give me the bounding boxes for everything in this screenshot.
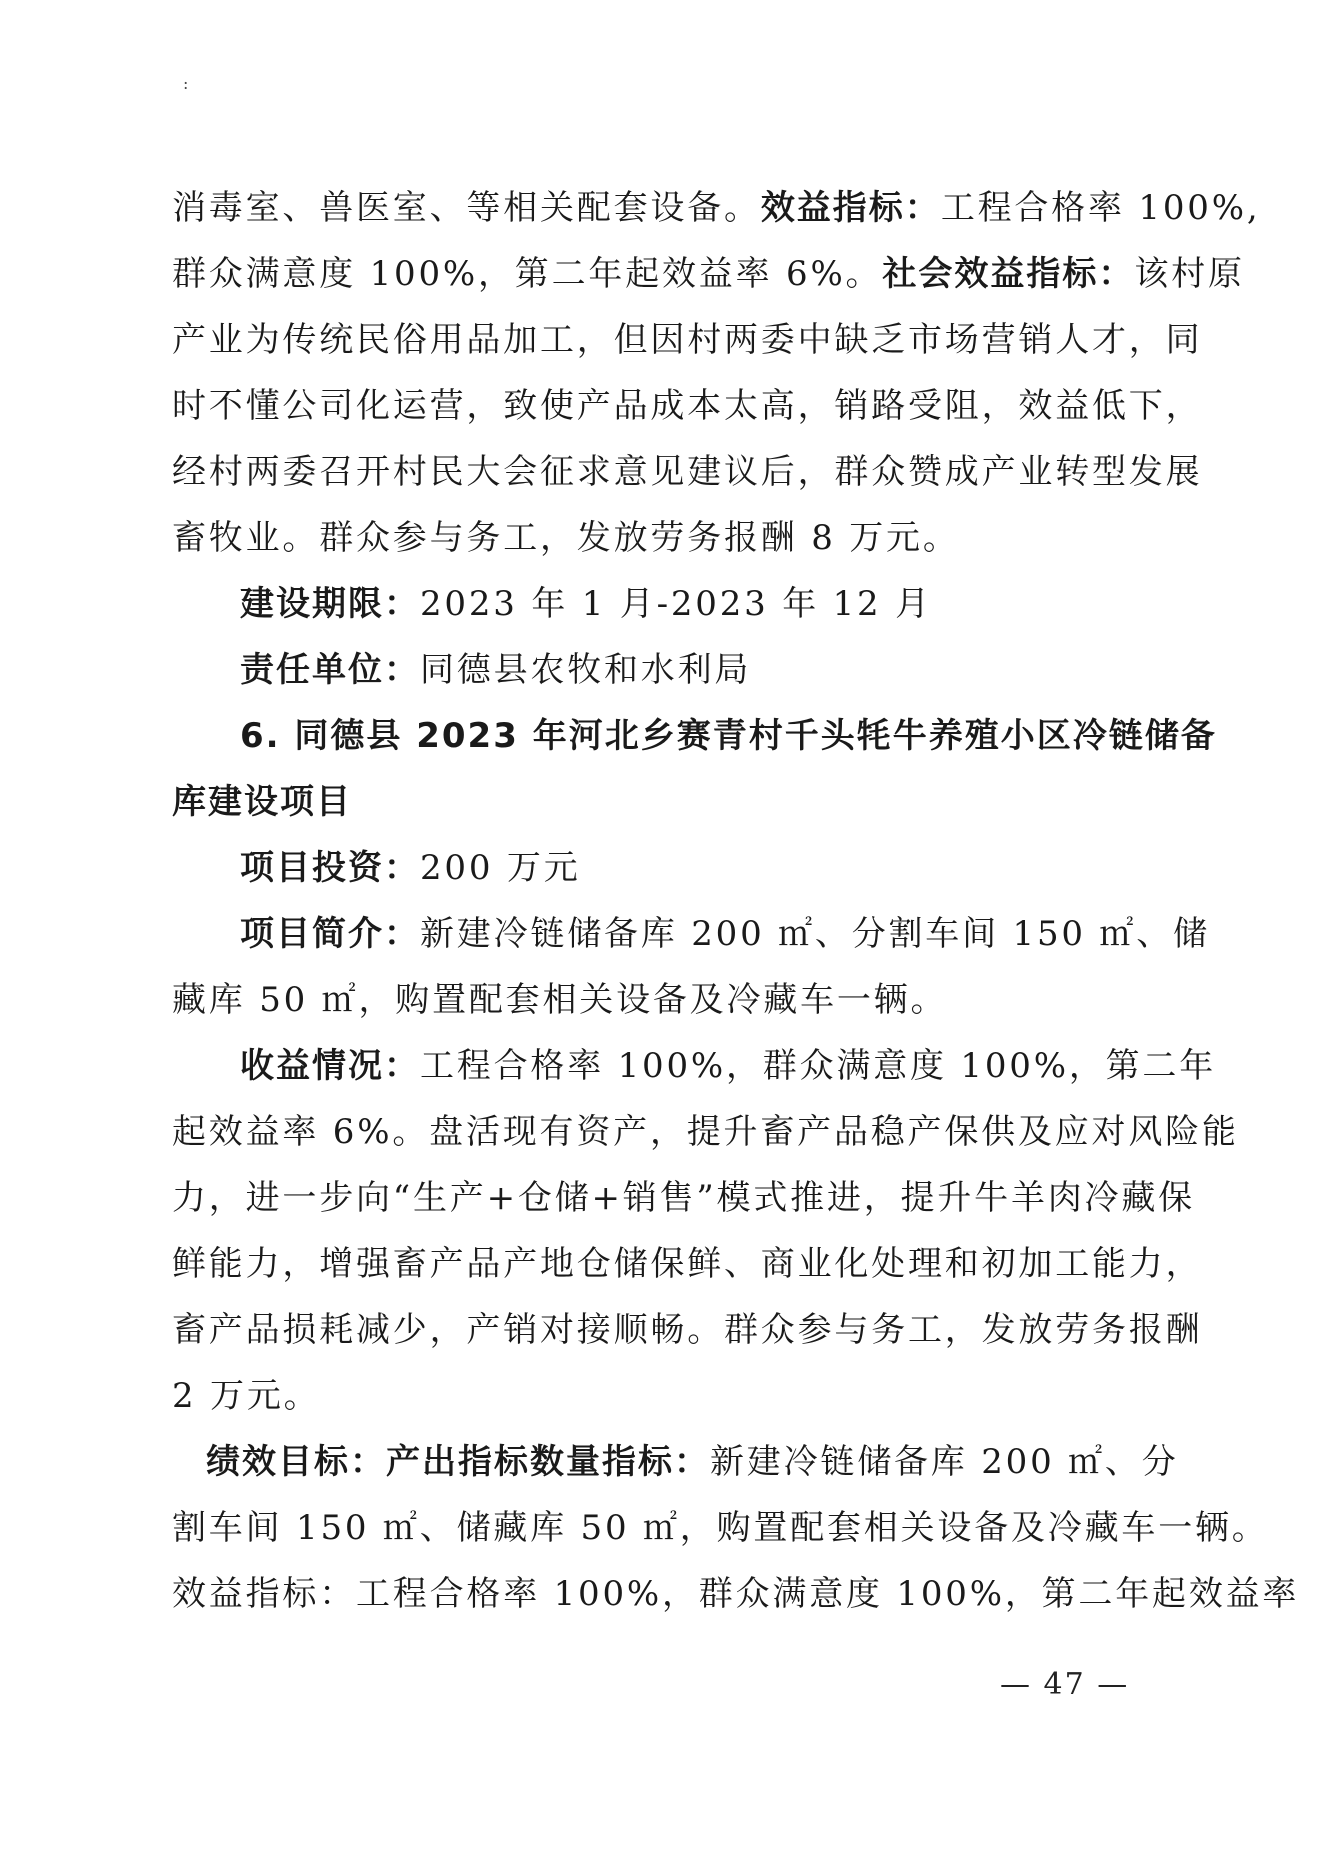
goal-line-2: 割车间 150 ㎡、储藏库 50 ㎡，购置配套相关设备及冷藏车一辆。 <box>172 1508 1269 1548</box>
goal-line-1: 绩效目标：产出指标数量指标：新建冷链储备库 200 ㎡、分 <box>206 1442 1179 1482</box>
goal-line-3: 效益指标：工程合格率 100%，群众满意度 100%，第二年起效益率 <box>172 1574 1300 1614</box>
page-number: — 47 — <box>1000 1667 1130 1702</box>
para1-line-1: 消毒室、兽医室、等相关配套设备。效益指标：工程合格率 100%, <box>172 188 1261 228</box>
project-intro-line-2: 藏库 50 ㎡，购置配套相关设备及冷藏车一辆。 <box>172 980 948 1020</box>
benefit-line-4: 鲜能力，增强畜产品产地仓储保鲜、商业化处理和初加工能力， <box>172 1244 1203 1284</box>
benefit-line-6: 2 万元。 <box>172 1376 321 1416</box>
top-mark: : <box>183 74 189 93</box>
social-benefit-label: 社会效益指标： <box>882 254 1135 294</box>
project6-title-line-2: 库建设项目 <box>172 782 352 822</box>
para1-line-2: 群众满意度 100%，第二年起效益率 6%。社会效益指标：该村原 <box>172 254 1245 294</box>
benefit-line-2: 起效益率 6%。盘活现有资产，提升畜产品稳产保供及应对风险能 <box>172 1112 1239 1152</box>
para1-line-4: 时不懂公司化运营，致使产品成本太高，销路受阻，效益低下， <box>172 386 1203 426</box>
benefit-line-5: 畜产品损耗减少，产销对接顺畅。群众参与务工，发放劳务报酬 <box>172 1310 1203 1350</box>
project6-title-line-1: 6. 同德县 2023 年河北乡赛青村千头牦牛养殖小区冷链储备 <box>240 716 1217 756</box>
para1-line-6: 畜牧业。群众参与务工，发放劳务报酬 8 万元。 <box>172 518 960 558</box>
para1-line-5: 经村两委召开村民大会征求意见建议后，群众赞成产业转型发展 <box>172 452 1203 492</box>
benefit-line-3: 力，进一步向“生产+仓储+销售”模式推进，提升牛羊肉冷藏保 <box>172 1178 1195 1218</box>
project-investment: 项目投资：200 万元 <box>240 848 581 888</box>
benefit-line-1: 收益情况：工程合格率 100%，群众满意度 100%，第二年 <box>240 1046 1217 1086</box>
responsible-unit: 责任单位：同德县农牧和水利局 <box>240 650 752 690</box>
project-intro-line-1: 项目简介：新建冷链储备库 200 ㎡、分割车间 150 ㎡、储 <box>240 914 1210 954</box>
para1-line-3: 产业为传统民俗用品加工，但因村两委中缺乏市场营销人才，同 <box>172 320 1203 360</box>
benefit-indicator-label: 效益指标： <box>760 188 941 228</box>
construction-period: 建设期限：2023 年 1 月-2023 年 12 月 <box>240 584 932 624</box>
